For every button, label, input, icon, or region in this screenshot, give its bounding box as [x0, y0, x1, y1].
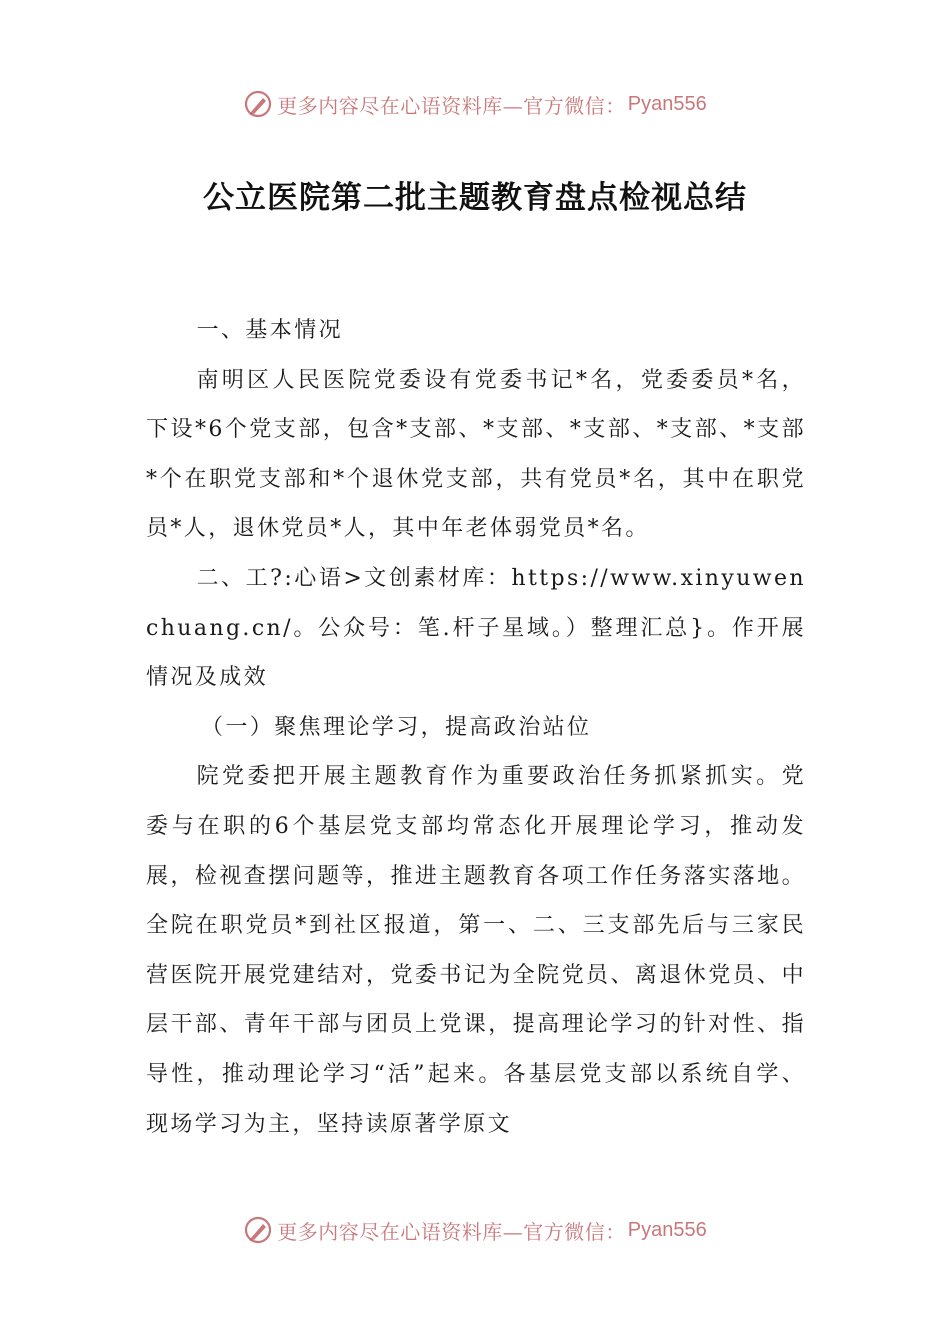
pen-logo-icon	[243, 1215, 273, 1245]
subsection-heading-theory: （一）聚焦理论学习，提高政治站位	[201, 714, 592, 740]
watermark-text: 更多内容尽在心语资料库—官方微信：	[277, 93, 626, 118]
document-body	[146, 306, 806, 1149]
pen-logo-icon	[243, 89, 273, 119]
paragraph-theory-study: 院党委把开展主题教育作为重要政治任务抓紧抓实。党委与在职的6个基层党支部均常态化开展理论学习，推动发展，检视查摆问题等，推进主题教育各项工作任务落实落地。全院在职党员*到社区报道，第一、二、三支部先后与三家民营医院开展党建结对，党委书记为全院党员、离退休党员、中层干部、青年干部与团员上党课，提高理论学习的针对性、指导性，推动理论学习“活”起来。各基层党支部以系统自学、现场学习为主，坚持读原著学原文	[146, 764, 806, 1137]
footer-watermark	[0, 1210, 950, 1250]
document-title: 公立医院第二批主题教育盘点检视总结	[203, 180, 747, 216]
section-heading-progress: 二、工?:心语>文创素材库：https://www.xinyuwenchuang.cn/。公众号：笔.杆子星域。）整理汇总}。作开展情况及成效	[146, 565, 806, 691]
watermark-wechat-id: Pyan556	[627, 1218, 707, 1241]
section-heading-basic: 一、基本情况	[196, 318, 343, 343]
watermark-wechat-id: Pyan556	[627, 92, 707, 115]
paragraph-basic-info: 南明区人民医院党委设有党委书记*名，党委委员*名，下设*6个党支部，包含*支部、*支部、*支部、*支部、*支部*个在职党支部和*个退休党支部，共有党员*名，其中在职党员*人，退休党员*人，其中年老体弱党员*名。	[146, 367, 806, 542]
watermark-text: 更多内容尽在心语资料库—官方微信：	[277, 1219, 626, 1244]
header-watermark	[0, 84, 950, 124]
